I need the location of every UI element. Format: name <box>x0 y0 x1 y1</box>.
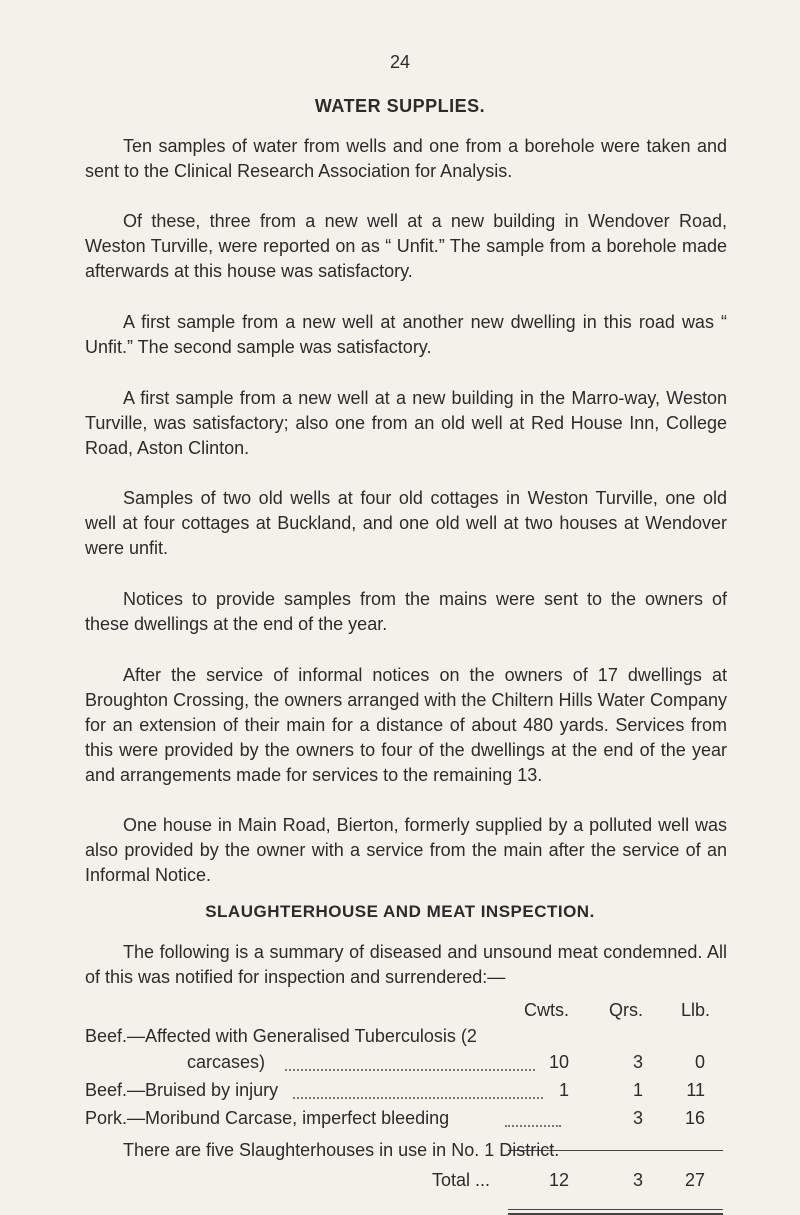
column-header-lbs: Llb. <box>680 1000 710 1020</box>
table-row <box>85 1052 727 1078</box>
section-title-slaughterhouse: SLAUGHTERHOUSE AND MEAT INSPECTION. <box>205 902 595 921</box>
total-cwts: 12 <box>548 1170 569 1190</box>
row-label: Pork.—Moribund Carcase, imperfect bleeding <box>85 1108 450 1128</box>
dot-leader <box>285 1069 535 1071</box>
total-double-rule <box>508 1209 723 1215</box>
paragraph-water-8: One house in Main Road, Bierton, formerly supplied by a polluted well was also provided by the owner with a service from the main after the service of an Informal Notice. <box>85 815 727 885</box>
cell-lbs: 16 <box>684 1108 705 1128</box>
row-label-continued: carcases) <box>187 1052 266 1072</box>
cell-qrs: 3 <box>632 1108 643 1128</box>
page-number: 24 <box>389 52 411 72</box>
paragraph-water-6: Notices to provide samples from the mains were sent to the owners of these dwellings at the end of the year. <box>85 589 727 634</box>
total-qrs: 3 <box>632 1170 643 1190</box>
dot-leader <box>293 1097 543 1099</box>
column-header-cwts: Cwts. <box>524 1000 569 1020</box>
table-header-row <box>85 1000 727 1026</box>
table-row <box>85 1108 727 1134</box>
row-label: Beef.—Affected with Generalised Tuberculosis (2 <box>85 1026 477 1046</box>
cell-lbs: 0 <box>694 1052 705 1072</box>
paragraph-meat-intro: The following is a summary of diseased and unsound meat condemned. All of this was notified for inspection and surrendered:— <box>85 942 727 987</box>
column-header-qrs: Qrs. <box>609 1000 643 1020</box>
cell-qrs: 1 <box>632 1080 643 1100</box>
cell-cwts: 1 <box>558 1080 569 1100</box>
section-title-water-supplies: WATER SUPPLIES. <box>314 96 486 116</box>
paragraph-water-4: A first sample from a new well at a new building in the Marro-way, Weston Turville, was satisfactory; also one from an old well at Red House Inn, College Road, Aston Clinton. <box>85 388 727 458</box>
total-label: Total ... <box>432 1170 491 1190</box>
total-row <box>85 1170 727 1196</box>
table-row <box>85 1080 727 1106</box>
paragraph-water-3: A first sample from a new well at another new dwelling in this road was “ Unfit.” The second sample was satisfactory. <box>85 312 727 357</box>
paragraph-water-7: After the service of informal notices on the owners of 17 dwellings at Broughton Crossing, the owners arranged with the Chiltern Hills Water Company for an extension of their main for a distance of about 480 yards. Services from this were provided by the owners to four of the dwellings at the end of the year and arrangements made for services to the remaining 13. <box>85 665 727 785</box>
row-label: Beef.—Bruised by injury <box>85 1080 279 1100</box>
paragraph-water-2: Of these, three from a new well at a new building in Wendover Road, Weston Turville, were reported on as “ Unfit.” The sample from a borehole made afterwards at this house was satisfactory. <box>85 211 727 281</box>
dot-leader <box>505 1125 561 1127</box>
cell-cwts: 10 <box>548 1052 569 1072</box>
paragraph-water-1: Ten samples of water from wells and one from a borehole were taken and sent to the Clinical Research Association for Analysis. <box>85 136 727 181</box>
total-lbs: 27 <box>684 1170 705 1190</box>
cell-qrs: 3 <box>632 1052 643 1072</box>
table-row <box>85 1026 727 1052</box>
closing-statement: There are five Slaughterhouses in use in No. 1 District. <box>123 1140 560 1160</box>
paragraph-water-5: Samples of two old wells at four old cottages in Weston Turville, one old well at four cottages at Buckland, and one old well at two houses at Wendover were unfit. <box>85 488 727 558</box>
cell-lbs: 11 <box>686 1080 705 1100</box>
